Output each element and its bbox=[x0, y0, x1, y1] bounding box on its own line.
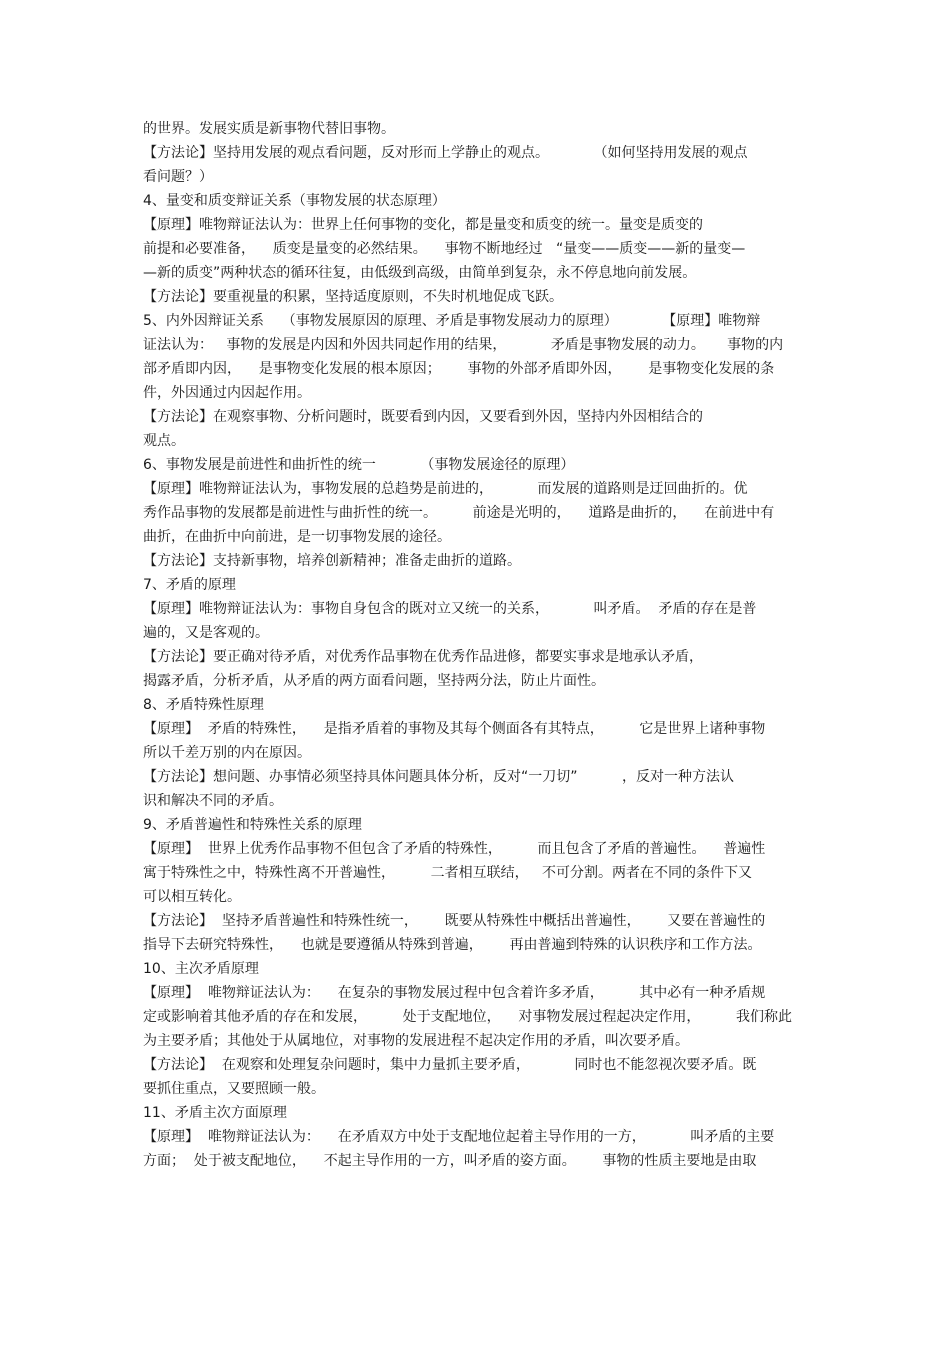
text-line: 为主要矛盾；其他处于从属地位，对事物的发展进程不起决定作用的矛盾，叫次要矛盾。 bbox=[143, 1033, 689, 1049]
document-page bbox=[143, 117, 805, 1173]
text-line: 件，外因通过内因起作用。 bbox=[143, 385, 311, 401]
section-heading: 5、内外因辩证关系 （事物发展原因的原理、矛盾是事物发展动力的原理） 【原理】唯物辩 bbox=[143, 313, 761, 329]
text-line: 指导下去研究特殊性， 也就是要遵循从特殊到普遍， 再由普遍到特殊的认识秩序和工作方法。 bbox=[143, 937, 762, 953]
text-line: 寓于特殊性之中，特殊性离不开普遍性， 二者相互联结， 不可分割。两者在不同的条件下又 bbox=[143, 865, 752, 881]
text-line: 【方法论】在观察事物、分析问题时，既要看到内因，又要看到外因，坚持内外因相结合的 bbox=[143, 409, 703, 425]
text-line: 揭露矛盾，分析矛盾，从矛盾的两方面看问题，坚持两分法，防止片面性。 bbox=[143, 673, 605, 689]
text-line: 可以相互转化。 bbox=[143, 889, 241, 905]
text-line: 【原理】 唯物辩证法认为： 在复杂的事物发展过程中包含着许多矛盾， 其中必有一种矛盾规 bbox=[143, 985, 766, 1001]
text-line: 曲折，在曲折中向前进，是一切事物发展的途径。 bbox=[143, 529, 451, 545]
text-line: —新的质变”两种状态的循环往复，由低级到高级，由简单到复杂，永不停息地向前发展。 bbox=[143, 265, 697, 281]
text-line: 【原理】唯物辩证法认为：世界上任何事物的变化，都是量变和质变的统一。量变是质变的 bbox=[143, 217, 703, 233]
text-line: 【方法论】要重视量的积累，坚持适度原则，不失时机地促成飞跃。 bbox=[143, 289, 563, 305]
section-heading: 10、主次矛盾原理 bbox=[143, 961, 259, 977]
section-heading: 11、矛盾主次方面原理 bbox=[143, 1105, 287, 1121]
text-line: 【原理】唯物辩证法认为：事物自身包含的既对立又统一的关系， 叫矛盾。 矛盾的存在是普 bbox=[143, 601, 757, 617]
text-line: 【方法论】想问题、办事情必须坚持具体问题具体分析，反对“一刀切” ，反对一种方法认 bbox=[143, 769, 735, 785]
text-line: 【原理】 矛盾的特殊性， 是指矛盾着的事物及其每个侧面各有其特点， 它是世界上诸种事物 bbox=[143, 721, 766, 737]
text-line: 【方法论】 坚持矛盾普遍性和特殊性统一， 既要从特殊性中概括出普遍性， 又要在普遍性的 bbox=[143, 913, 766, 929]
text-line: 方面； 处于被支配地位， 不起主导作用的一方，叫矛盾的姿方面。 事物的性质主要地是由取 bbox=[143, 1153, 757, 1169]
text-line: 看问题？） bbox=[143, 169, 213, 185]
section-heading: 9、矛盾普遍性和特殊性关系的原理 bbox=[143, 817, 362, 833]
text-line: 【方法论】支持新事物，培养创新精神；准备走曲折的道路。 bbox=[143, 553, 521, 569]
text-line: 证法认为： 事物的发展是内因和外因共同起作用的结果， 矛盾是事物发展的动力。 事物的内 bbox=[143, 337, 784, 353]
section-heading: 4、量变和质变辩证关系（事物发展的状态原理） bbox=[143, 193, 446, 209]
text-line: 部矛盾即内因， 是事物变化发展的根本原因； 事物的外部矛盾即外因， 是事物变化发展的条 bbox=[143, 361, 775, 377]
text-line: 【原理】 唯物辩证法认为： 在矛盾双方中处于支配地位起着主导作用的一方， 叫矛盾的主要 bbox=[143, 1129, 775, 1145]
section-heading: 8、矛盾特殊性原理 bbox=[143, 697, 264, 713]
text-line: 【原理】唯物辩证法认为，事物发展的总趋势是前进的， 而发展的道路则是迂回曲折的。优 bbox=[143, 481, 748, 497]
section-heading: 7、矛盾的原理 bbox=[143, 577, 236, 593]
text-line: 【方法论】要正确对待矛盾，对优秀作品事物在优秀作品进修，都要实事求是地承认矛盾， bbox=[143, 649, 703, 665]
text-line: 【原理】 世界上优秀作品事物不但包含了矛盾的特殊性， 而且包含了矛盾的普遍性。 普遍性 bbox=[143, 841, 766, 857]
text-line: 要抓住重点，又要照顾一般。 bbox=[143, 1081, 325, 1097]
text-line: 定或影响着其他矛盾的存在和发展， 处于支配地位， 对事物发展过程起决定作用， 我们称此 bbox=[143, 1009, 793, 1025]
text-line: 前提和必要准备， 质变是量变的必然结果。 事物不断地经过 “量变——质变——新的量变— bbox=[143, 241, 746, 257]
text-line: 【方法论】坚持用发展的观点看问题，反对形而上学静止的观点。 （如何坚持用发展的观点 bbox=[143, 145, 748, 161]
text-line: 观点。 bbox=[143, 433, 185, 449]
text-line: 秀作品事物的发展都是前进性与曲折性的统一。 前途是光明的， 道路是曲折的， 在前进中有 bbox=[143, 505, 775, 521]
text-line: 遍的，又是客观的。 bbox=[143, 625, 269, 641]
text-line: 【方法论】 在观察和处理复杂问题时，集中力量抓主要矛盾， 同时也不能忽视次要矛盾。既 bbox=[143, 1057, 757, 1073]
section-heading: 6、事物发展是前进性和曲折性的统一 （事物发展途径的原理） bbox=[143, 457, 575, 473]
text-line: 识和解决不同的矛盾。 bbox=[143, 793, 283, 809]
text-line: 所以千差万别的内在原因。 bbox=[143, 745, 311, 761]
text-line: 的世界。发展实质是新事物代替旧事物。 bbox=[143, 121, 395, 137]
